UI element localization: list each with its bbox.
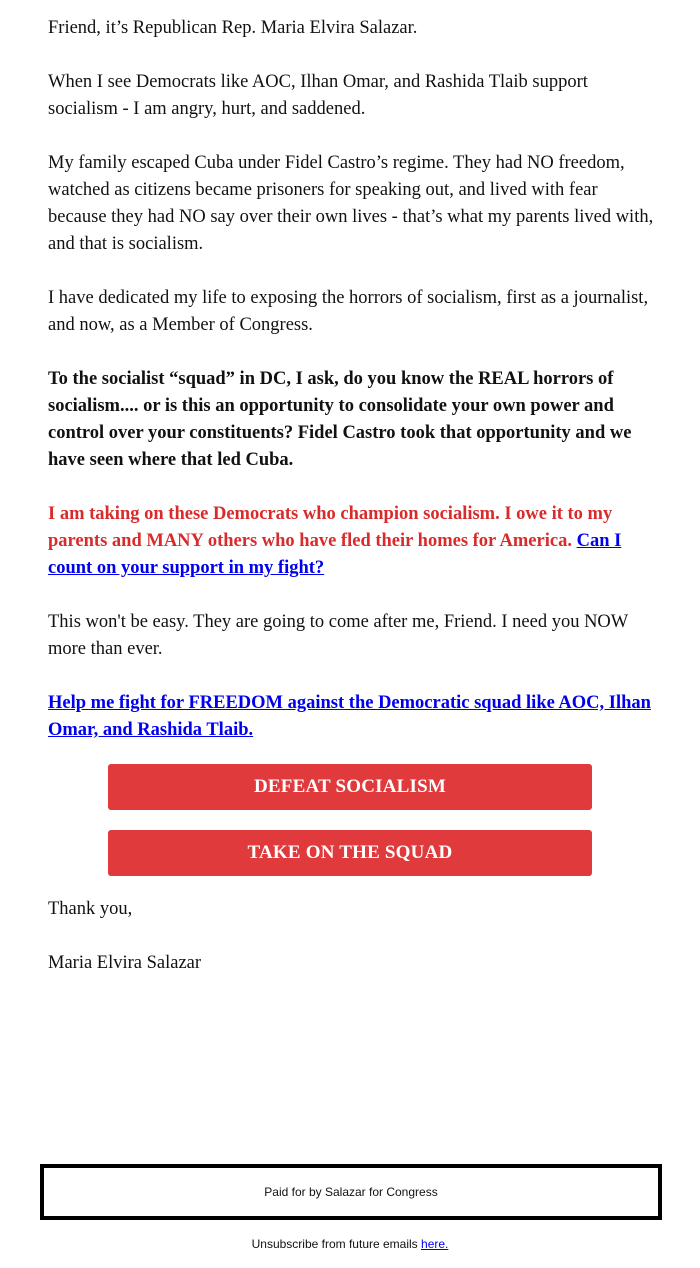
- thank-you-text: Thank you,: [48, 899, 133, 919]
- paragraph-help-link: [48, 690, 660, 744]
- paragraph-squad-question: To the socialist “squad” in DC, I ask, do you know the REAL horrors of socialism.... or is this an opportunity to consolidate your own power and control over your constituents? Fidel Castro took that opportunity and we have seen where that led Cuba.: [48, 369, 632, 470]
- paragraph-dedicated: I have dedicated my life to exposing the horrors of socialism, first as a journalist, and now, as a Member of Congress.: [48, 288, 649, 335]
- take-on-squad-button-wrap: [108, 830, 592, 876]
- email-body: [48, 15, 660, 771]
- unsubscribe-link[interactable]: here.: [421, 1237, 449, 1251]
- red-statement: I am taking on these Democrats who champion socialism. I owe it to my parents and MANY others who have fled their homes for America.: [48, 504, 613, 551]
- take-on-squad-button[interactable]: TAKE ON THE SQUAD: [108, 830, 592, 876]
- unsubscribe-text: Unsubscribe from future emails: [251, 1237, 418, 1251]
- paragraph-family-cuba: My family escaped Cuba under Fidel Castro’s regime. They had NO freedom, watched as citizens became prisoners for speaking out, and lived with fear because they had NO say over their own lives - that’s what my parents lived with, and that is socialism.: [48, 153, 654, 254]
- defeat-socialism-button[interactable]: DEFEAT SOCIALISM: [108, 764, 592, 810]
- paragraph-democrats: When I see Democrats like AOC, Ilhan Omar, and Rashida Tlaib support socialism - I am angry, hurt, and saddened.: [48, 72, 588, 119]
- defeat-socialism-button-wrap: [108, 764, 592, 810]
- paid-for-text: Paid for by Salazar for Congress: [264, 1185, 438, 1199]
- help-fight-freedom-link[interactable]: Help me fight for FREEDOM against the Democratic squad like AOC, Ilhan Omar, and Rashida Tlaib.: [48, 693, 651, 740]
- greeting-text: Friend, it’s Republican Rep. Maria Elvira Salazar.: [48, 18, 418, 38]
- signature-text: Maria Elvira Salazar: [48, 953, 202, 973]
- paragraph-taking-on: [48, 501, 660, 582]
- paragraph-wont-be-easy: This won't be easy. They are going to come after me, Friend. I need you NOW more than ever.: [48, 612, 628, 659]
- unsubscribe-line: [0, 1234, 700, 1254]
- support-fight-link[interactable]: Can I count on your support in my fight?: [48, 531, 622, 578]
- paid-for-box: [40, 1164, 662, 1220]
